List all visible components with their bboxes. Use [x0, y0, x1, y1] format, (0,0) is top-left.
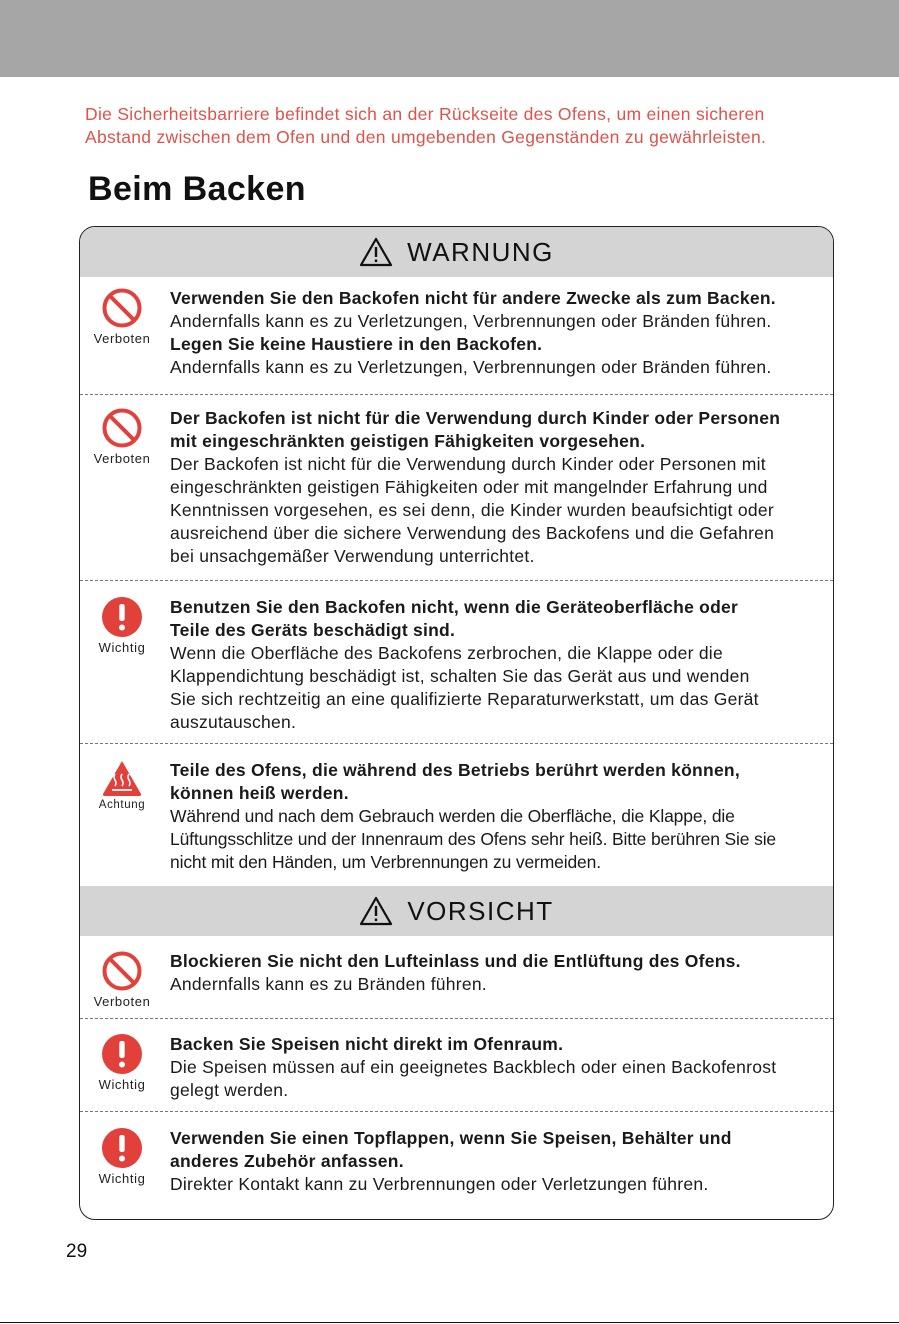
caution-header-label: VORSICHT [407, 895, 554, 926]
prohibited-icon [80, 287, 164, 329]
icon-caption: Verboten [93, 331, 151, 346]
item-text: Wenn die Oberfläche des Backofens zerbrochen, die Klappe oder die [170, 643, 723, 663]
prohibited-icon [80, 950, 164, 992]
exclamation-icon [80, 596, 164, 638]
intro-line-1: Die Sicherheitsbarriere befindet sich an der Rückseite des Ofens, um einen sicheren [85, 104, 765, 124]
exclamation-icon [80, 1033, 164, 1075]
hot-surface-icon [80, 759, 164, 797]
item-heading: mit eingeschränkten geistigen Fähigkeiten vorgesehen. [170, 431, 646, 451]
item-text: Sie sich rechtzeitig an eine qualifizierte Reparaturwerkstatt, um das Gerät [170, 689, 759, 709]
item-text: Während und nach dem Gebrauch werden die Oberfläche, die Klappe, die [170, 806, 735, 826]
item-text: eingeschränkten geistigen Fähigkeiten oder mit mangelnder Erfahrung und [170, 477, 768, 497]
item-text: Der Backofen ist nicht für die Verwendung durch Kinder oder Personen mit [170, 454, 766, 474]
warning-triangle-icon [359, 896, 393, 926]
warning-triangle-icon [359, 237, 393, 267]
exclamation-icon [80, 1127, 164, 1169]
icon-caption: Achtung [98, 799, 146, 811]
item-heading: Teile des Geräts beschädigt sind. [170, 620, 456, 640]
bottom-rule [0, 1322, 899, 1323]
item-text: Kenntnissen vorgesehen, es sei denn, die Kinder wurden beaufsichtigt oder [170, 500, 774, 520]
prohibited-icon [80, 407, 164, 449]
icon-caption: Verboten [93, 451, 151, 466]
item-heading: Verwenden Sie den Backofen nicht für andere Zwecke als zum Backen. [170, 288, 776, 308]
item-text: gelegt werden. [170, 1080, 289, 1100]
item-text: nicht mit den Händen, um Verbrennungen zu vermeiden. [170, 852, 601, 872]
item-heading: Legen Sie keine Haustiere in den Backofen. [170, 334, 543, 354]
item-heading: Backen Sie Speisen nicht direkt im Ofenraum. [170, 1034, 564, 1054]
item-text: Andernfalls kann es zu Verletzungen, Verbrennungen oder Bränden führen. [170, 311, 772, 331]
item-heading: Benutzen Sie den Backofen nicht, wenn die Geräteoberfläche oder [170, 597, 739, 617]
warning-header-label: WARNUNG [407, 236, 554, 267]
item-text: auszutauschen. [170, 712, 297, 732]
warning-header [80, 227, 833, 277]
item-heading: können heiß werden. [170, 783, 349, 803]
item-heading: anderes Zubehör anfassen. [170, 1151, 404, 1171]
item-text: Andernfalls kann es zu Bränden führen. [170, 974, 487, 994]
icon-caption: Verboten [93, 994, 151, 1009]
item-text: Direkter Kontakt kann zu Verbrennungen oder Verletzungen führen. [170, 1174, 709, 1194]
intro-line-2: Abstand zwischen dem Ofen und den umgebenden Gegenständen zu gewährleisten. [85, 127, 767, 147]
separator [80, 1018, 833, 1019]
icon-caption: Wichtig [98, 1171, 146, 1186]
item-text: Die Speisen müssen auf ein geeignetes Backblech oder einen Backofenrost [170, 1057, 777, 1077]
separator [80, 1111, 833, 1112]
intro-note [85, 103, 845, 149]
item-text: ausreichend über die sichere Verwendung des Backofens und die Gefahren [170, 523, 775, 543]
item-text: Andernfalls kann es zu Verletzungen, Verbrennungen oder Bränden führen. [170, 357, 772, 377]
separator [80, 743, 833, 744]
icon-caption: Wichtig [98, 1077, 146, 1092]
item-text: bei unsachgemäßer Verwendung unterrichtet. [170, 546, 535, 566]
section-title: Beim Backen [88, 170, 306, 208]
caution-header [80, 886, 833, 936]
separator [80, 580, 833, 581]
item-text: Klappendichtung beschädigt ist, schalten Sie das Gerät aus und wenden [170, 666, 750, 686]
top-bar [0, 0, 899, 77]
icon-caption: Wichtig [98, 640, 146, 655]
item-heading: Der Backofen ist nicht für die Verwendung durch Kinder oder Personen [170, 408, 781, 428]
item-heading: Blockieren Sie nicht den Lufteinlass und die Entlüftung des Ofens. [170, 951, 741, 971]
safety-box [79, 226, 834, 1220]
page-number: 29 [66, 1241, 88, 1262]
item-heading: Verwenden Sie einen Topflappen, wenn Sie Speisen, Behälter und [170, 1128, 732, 1148]
item-text: Lüftungsschlitze und der Innenraum des Ofens sehr heiß. Bitte berühren Sie sie [170, 829, 777, 849]
item-heading: Teile des Ofens, die während des Betriebs berührt werden können, [170, 760, 740, 780]
separator [80, 394, 833, 395]
